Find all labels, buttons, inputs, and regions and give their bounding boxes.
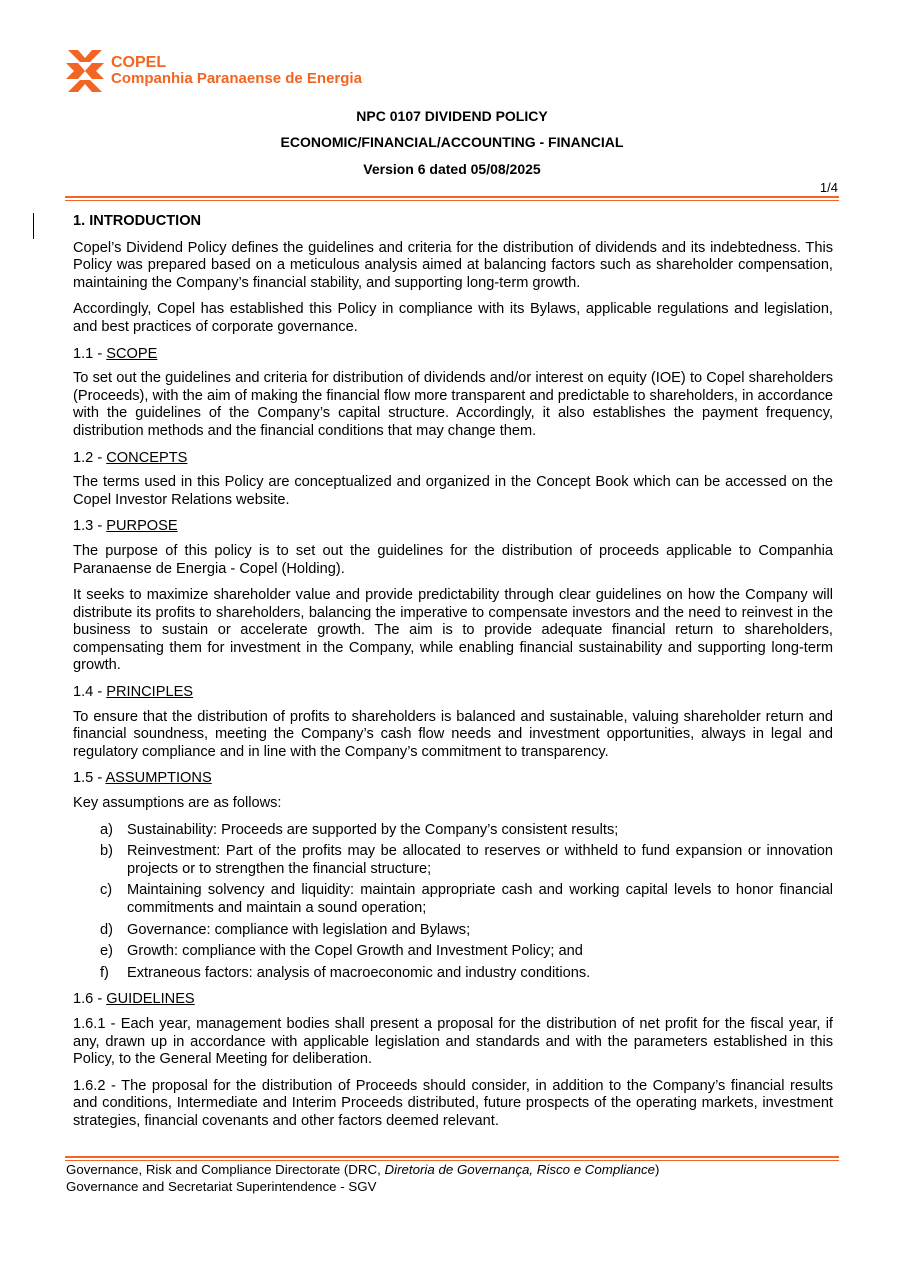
- concepts-paragraph: The terms used in this Policy are conceptualized and organized in the Concept Book which can be accessed on the Copel Investor Relations website.: [73, 474, 833, 508]
- header-divider: [65, 196, 839, 198]
- footer-superintendence: Governance and Secretariat Superintendence - SGV: [66, 1178, 377, 1194]
- footer: [66, 1162, 659, 1195]
- text-cursor: [33, 213, 34, 239]
- document-body: [73, 213, 833, 1140]
- subsection-heading-scope: 1.1 - SCOPE: [73, 345, 158, 362]
- subsection-heading-purpose: 1.3 - PURPOSE: [73, 518, 178, 535]
- document-title: NPC 0107 DIVIDEND POLICY: [356, 108, 548, 124]
- brand-name: COPEL: [111, 54, 167, 71]
- subsection-heading-concepts: 1.2 - CONCEPTS: [73, 449, 188, 466]
- header-divider-thin: [65, 200, 839, 201]
- scope-paragraph: To set out the guidelines and criteria for distribution of dividends and/or interest on equity (IOE) to Copel shareholders (Proceeds), with the aim of making the financial flow more transparent and predictable to shareholders, in accordance with the guidelines of the Company’s capital structure. Accordingly, it also establishes the payment frequency, distribution methods and the financial conditions that may change them.: [73, 370, 833, 439]
- brand-logo: [66, 50, 362, 92]
- list-item: b) Reinvestment: Part of the profits may be allocated to reserves or withheld to fund expansion or innovation projects or to strengthen the financial structure;: [100, 843, 833, 877]
- page-number: 1/4: [819, 180, 838, 195]
- principles-paragraph: To ensure that the distribution of profits to shareholders is balanced and sustainable, valuing shareholder return and financial soundness, meeting the Company’s cash flow needs and investment opportunities, always in legal and regulatory compliance and in line with the Company’s commitment to transparency.: [73, 708, 833, 760]
- assumptions-list: [73, 822, 833, 983]
- intro-paragraph-2: Accordingly, Copel has established this Policy in compliance with its Bylaws, applicable regulations and legislation, and best practices of corporate governance.: [73, 301, 833, 335]
- intro-paragraph-1: Copel’s Dividend Policy defines the guidelines and criteria for the distribution of dividends and its indebtedness. This Policy was prepared based on a meticulous analysis aimed at balancing factors such as shareholder compensation, maintaining the Company’s financial stability, and supporting long-term growth.: [73, 239, 833, 291]
- footer-divider: [65, 1156, 839, 1158]
- list-item: a) Sustainability: Proceeds are supported by the Company’s consistent results;: [100, 821, 619, 838]
- footer-directorate: Governance, Risk and Compliance Directorate (DRC, Diretoria de Governança, Risco e Compliance): [66, 1162, 660, 1177]
- purpose-paragraph-2: It seeks to maximize shareholder value and provide predictability through clear guidelines on how the Company will distribute its profits to shareholders, balancing the imperative to compensate investors and the need to reinvest in the business to sustain or accelerate growth. The aim is to provide adequate financial return to shareholders, compensating them for investment in the Company, while enabling financial sustainability and supporting long-term growth.: [73, 587, 833, 674]
- guidelines-paragraph-2: 1.6.2 - The proposal for the distribution of Proceeds should consider, in addition to the Company’s financial results and conditions, Intermediate and Interim Proceeds distributed, future prospects of the operating markets, investment strategies, financial covenants and other factors deemed relevant.: [73, 1077, 833, 1129]
- document-category: ECONOMIC/FINANCIAL/ACCOUNTING - FINANCIAL: [280, 134, 624, 150]
- guidelines-paragraph-1: 1.6.1 - Each year, management bodies shall present a proposal for the distribution of net profit for the fiscal year, if any, drawn up in accordance with applicable legislation and standards and with the parameters established in this Policy, to the General Meeting for deliberation.: [73, 1015, 833, 1068]
- subsection-heading-assumptions: 1.5 - ASSUMPTIONS: [73, 770, 212, 787]
- brand-full-name: Companhia Paranaense de Energia: [111, 70, 362, 87]
- section-heading-introduction: 1. INTRODUCTION: [73, 213, 202, 229]
- subsection-heading-guidelines: 1.6 - GUIDELINES: [73, 991, 195, 1008]
- list-item: f) Extraneous factors: analysis of macroeconomic and industry conditions.: [100, 964, 591, 981]
- list-item: e) Growth: compliance with the Copel Growth and Investment Policy; and: [100, 943, 583, 960]
- list-item: d) Governance: compliance with legislation and Bylaws;: [100, 921, 471, 938]
- footer-divider-thin: [65, 1160, 839, 1161]
- copel-logo-icon: [66, 50, 104, 92]
- assumptions-intro: Key assumptions are as follows:: [73, 795, 282, 812]
- purpose-paragraph-1: The purpose of this policy is to set out the guidelines for the distribution of proceeds applicable to Companhia Paranaense de Energia - Copel (Holding).: [73, 542, 833, 577]
- list-item: c) Maintaining solvency and liquidity: maintain appropriate cash and working capital levels to honor financial commitments and maintain a sound operation;: [100, 882, 833, 916]
- subsection-heading-principles: 1.4 - PRINCIPLES: [73, 684, 194, 701]
- document-version: Version 6 dated 05/08/2025: [363, 161, 541, 177]
